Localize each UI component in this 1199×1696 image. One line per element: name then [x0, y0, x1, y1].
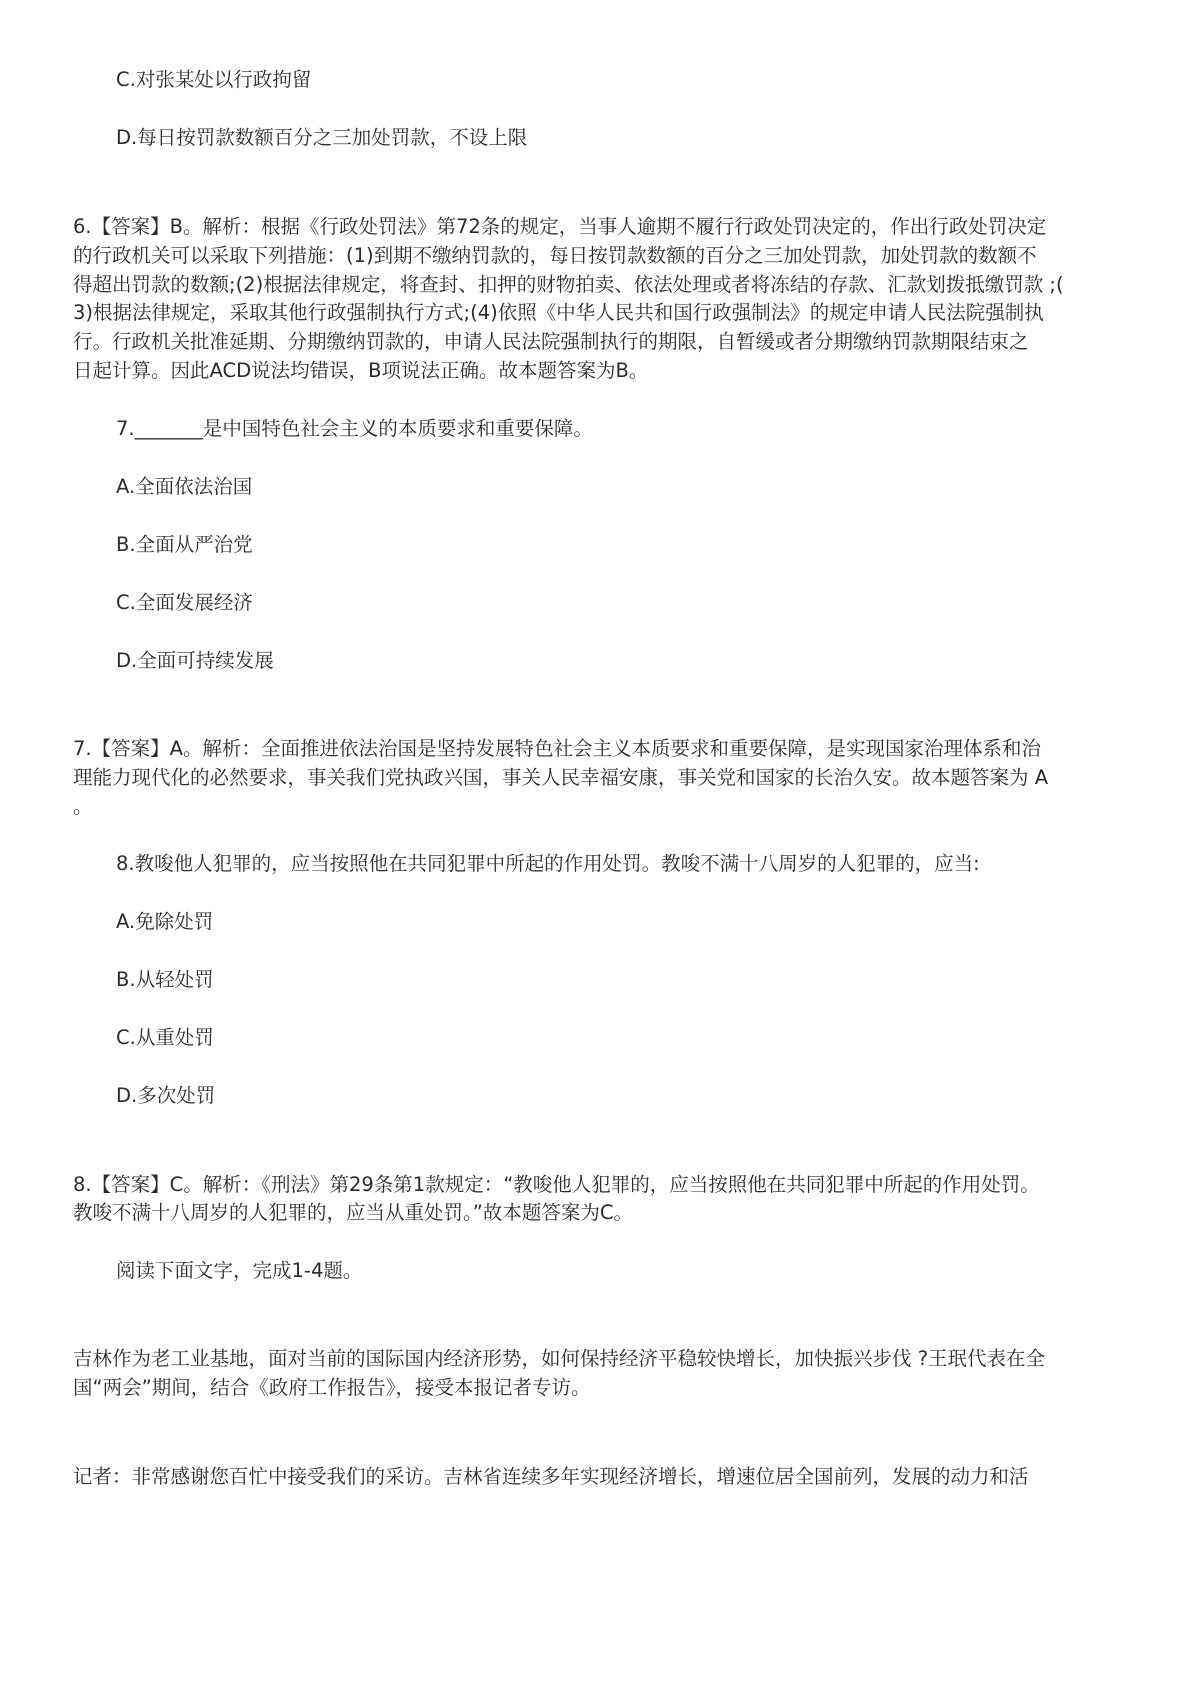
reading-intro-line: 国“两会”期间，结合《政府工作报告》，接受本报记者专访。 — [73, 1376, 591, 1399]
answer-7-line: 。 — [73, 795, 93, 818]
answer-7-line: 理能力现代化的必然要求，事关我们党执政兴国，事关人民幸福安康，事关党和国家的长治久安。故本题答案为 A — [73, 766, 1049, 789]
q8-stem: 8.教唆他人犯罪的，应当按照他在共同犯罪中所起的作用处罚。教唆不满十八周岁的人犯罪的，应当: — [116, 852, 980, 875]
q6-option-c: C.对张某处以行政拘留 — [116, 68, 312, 91]
answer-8-line: 8.【答案】C。解析：《刑法》第29条第1款规定：“教唆他人犯罪的，应当按照他在共同犯罪中所起的作用处罚。 — [73, 1173, 1040, 1196]
answer-6-line: 行。行政机关批准延期、分期缴纳罚款的，申请人民法院强制执行的期限，自暂缓或者分期缴纳罚款期限结束之 — [73, 330, 1029, 353]
answer-6-line: 6.【答案】B。解析：根据《行政处罚法》第72条的规定，当事人逾期不履行行政处罚决定的，作出行政处罚决定 — [73, 215, 1047, 238]
q8-option-a: A.免除处罚 — [116, 910, 214, 933]
q6-option-d: D.每日按罚款数额百分之三加处罚款，不设上限 — [116, 126, 528, 149]
answer-7-line: 7.【答案】A。解析：全面推进依法治国是坚持发展特色社会主义本质要求和重要保障，是实现国家治理体系和治 — [73, 737, 1041, 760]
answer-6-line: 日起计算。因此ACD说法均错误，B项说法正确。故本题答案为B。 — [73, 359, 649, 382]
q7-option-a: A.全面依法治国 — [116, 475, 253, 498]
answer-8-line: 教唆不满十八周岁的人犯罪的，应当从重处罚。”故本题答案为C。 — [73, 1201, 633, 1224]
reading-intro-line: 吉林作为老工业基地，面对当前的国际国内经济形势，如何保持经济平稳较快增长，加快振兴步伐 ?王珉代表在全 — [73, 1347, 1046, 1370]
answer-6-line: 3)根据法律规定，采取其他行政强制执行方式;(4)依照《中华人民共和国行政强制法》的规定申请人民法院强制执 — [73, 301, 1044, 324]
reading-instruction: 阅读下面文字，完成1-4题。 — [116, 1259, 363, 1282]
q7-option-b: B.全面从严治党 — [116, 533, 253, 556]
q8-option-d: D.多次处罚 — [116, 1084, 216, 1107]
reporter-question: 记者：非常感谢您百忙中接受我们的采访。吉林省连续多年实现经济增长，增速位居全国前列，发展的动力和活 — [73, 1465, 1029, 1488]
answer-6-line: 得超出罚款的数额;(2)根据法律规定，将查封、扣押的财物拍卖、依法处理或者将冻结的存款、汇款划拨抵缴罚款 ;( — [73, 273, 1064, 296]
answer-6-line: 的行政机关可以采取下列措施：(1)到期不缴纳罚款的，每日按罚款数额的百分之三加处罚款，加处罚款的数额不 — [73, 244, 1037, 267]
q8-option-c: C.从重处罚 — [116, 1026, 214, 1049]
q8-option-b: B.从轻处罚 — [116, 968, 214, 991]
q7-stem: 7._______是中国特色社会主义的本质要求和重要保障。 — [116, 417, 593, 440]
q7-option-c: C.全面发展经济 — [116, 591, 253, 614]
q7-option-d: D.全面可持续发展 — [116, 649, 274, 672]
